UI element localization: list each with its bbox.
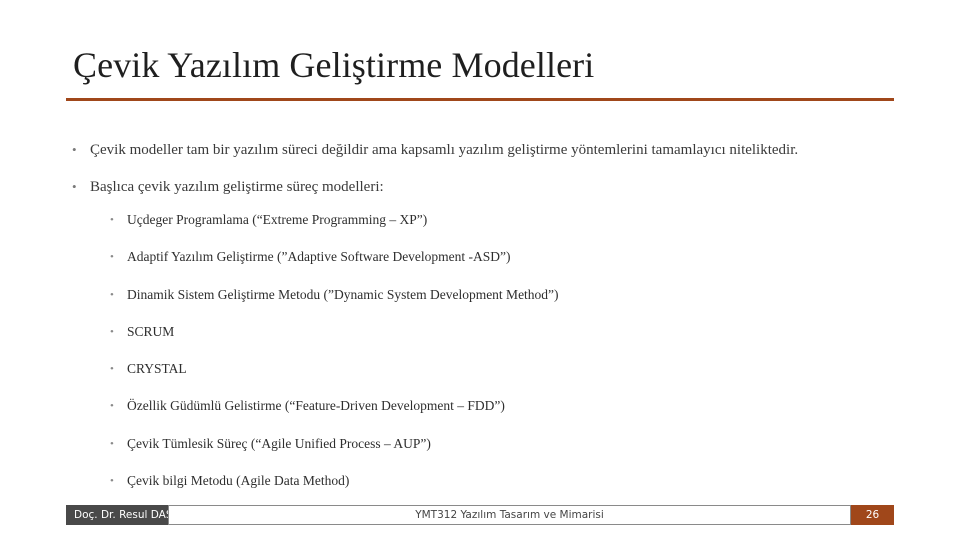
sub-bullet-item xyxy=(108,434,868,454)
sub-bullet-list xyxy=(108,210,868,508)
bullet-icon: • xyxy=(110,437,114,450)
title-underline xyxy=(66,98,894,101)
slide-title: Çevik Yazılım Geliştirme Modelleri xyxy=(73,45,595,85)
sub-bullet-item xyxy=(108,247,868,267)
footer-course: YMT312 Yazılım Tasarım ve Mimarisi xyxy=(168,505,851,525)
bullet-icon: • xyxy=(110,288,114,301)
sub-bullet-item xyxy=(108,322,868,342)
sub-bullet-text: SCRUM xyxy=(127,323,175,339)
sub-bullet-text: Özellik Güdümlü Gelistirme (“Feature-Driven Development – FDD”) xyxy=(127,398,505,414)
bullet-icon: • xyxy=(72,142,77,157)
sub-bullet-item xyxy=(108,210,868,230)
sub-bullet-item xyxy=(108,285,868,305)
bullet-item xyxy=(70,175,930,199)
bullet-icon: • xyxy=(110,214,114,226)
main-bullet-list xyxy=(70,138,930,212)
bullet-icon: • xyxy=(110,475,114,488)
sub-bullet-item xyxy=(108,471,868,491)
bullet-icon: • xyxy=(110,363,114,376)
bullet-icon: • xyxy=(72,179,77,194)
bullet-icon: • xyxy=(110,251,114,264)
bullet-text: Başlıca çevik yazılım geliştirme süreç modelleri: xyxy=(90,179,384,195)
sub-bullet-text: Çevik bilgi Metodu (Agile Data Method) xyxy=(127,473,350,489)
bullet-text: Çevik modeller tam bir yazılım süreci değildir ama kapsamlı yazılım geliştirme yöntemlerini tamamlayıcı niteliktedir. xyxy=(90,142,799,158)
sub-bullet-text: Çevik Tümlesik Süreç (“Agile Unified Process – AUP”) xyxy=(127,435,431,451)
bullet-item xyxy=(70,138,930,162)
sub-bullet-item xyxy=(108,359,868,379)
slide-number: 26 xyxy=(851,505,894,525)
sub-bullet-text: CRYSTAL xyxy=(127,361,187,377)
footer-author: Doç. Dr. Resul DAŞ xyxy=(66,505,168,525)
sub-bullet-text: Adaptif Yazılım Geliştirme (”Adaptive Software Development -ASD”) xyxy=(127,249,511,265)
sub-bullet-text: Uçdeger Programlama (“Extreme Programming – XP”) xyxy=(127,212,428,227)
sub-bullet-item xyxy=(108,396,868,416)
bullet-icon: • xyxy=(110,400,114,413)
sub-bullet-text: Dinamik Sistem Geliştirme Metodu (”Dynamic System Development Method”) xyxy=(127,286,559,302)
bullet-icon: • xyxy=(110,325,114,338)
